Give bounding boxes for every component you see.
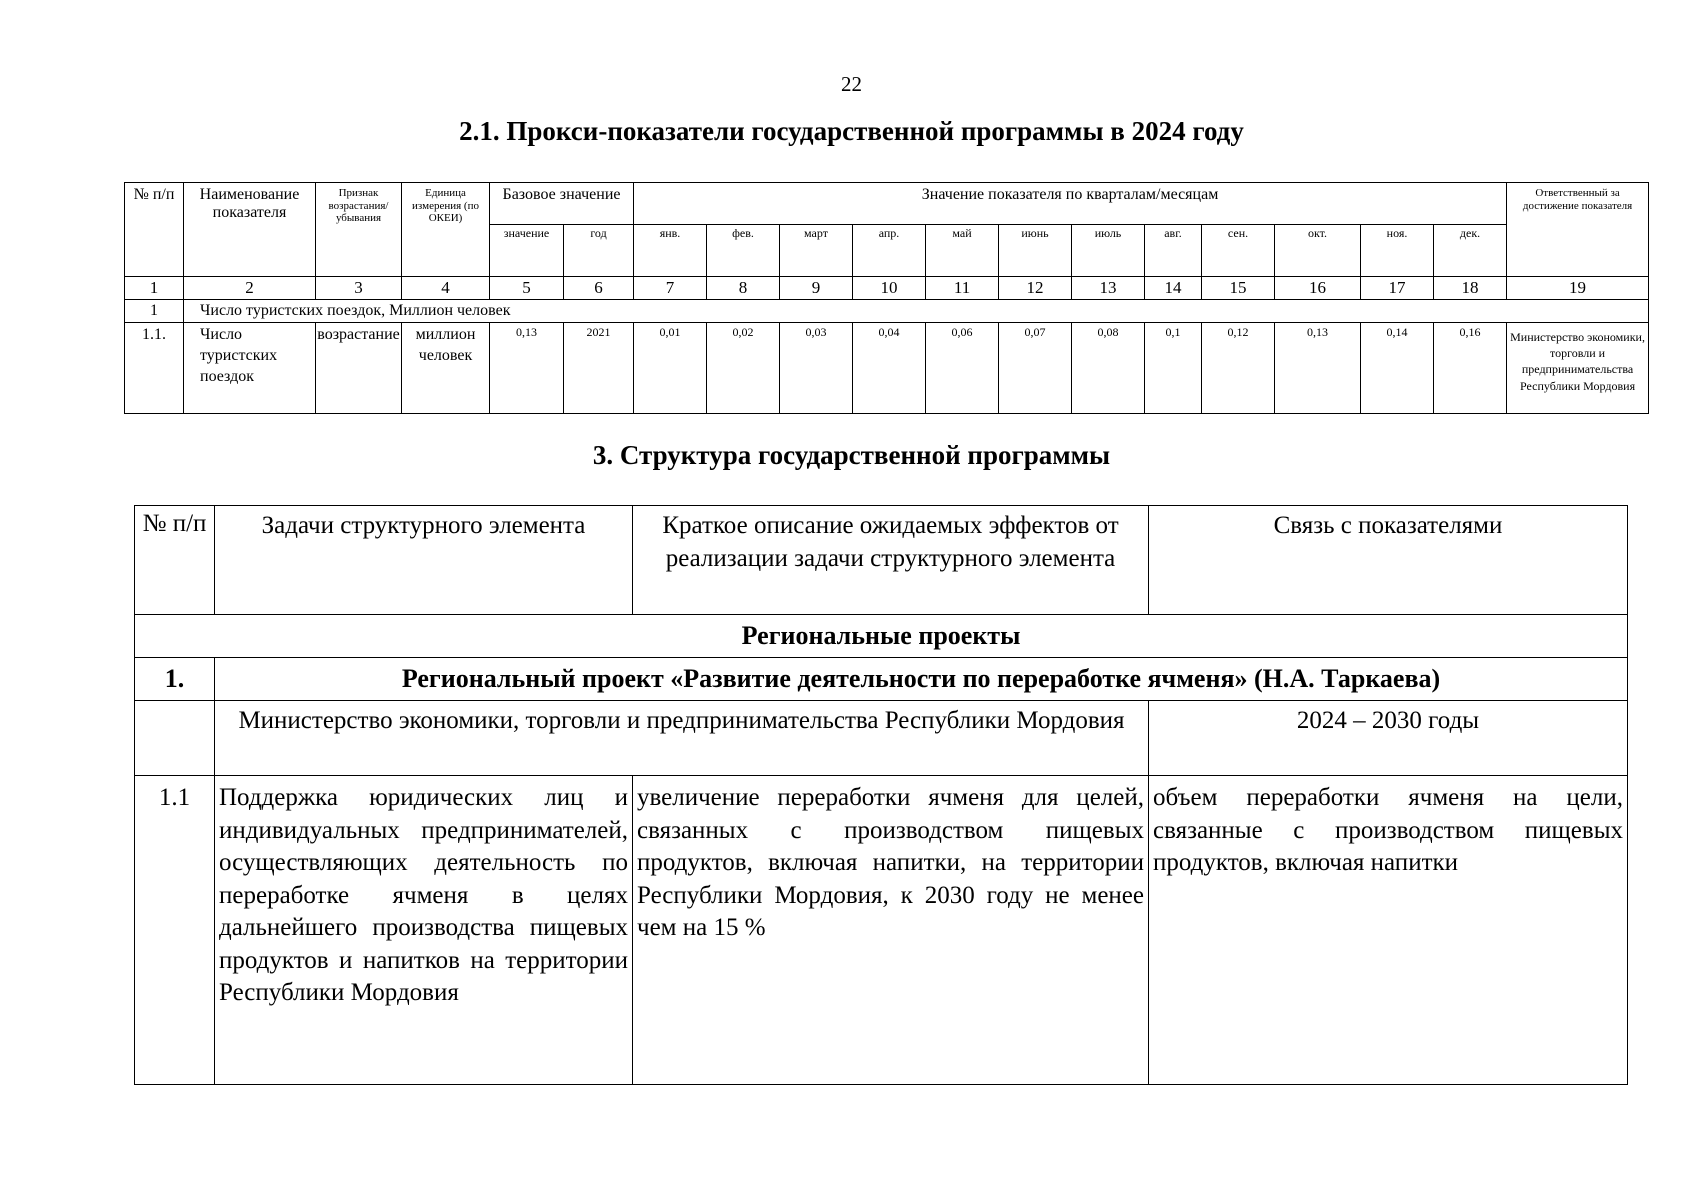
row-trend: возрастание	[316, 323, 402, 414]
column-number: 3	[316, 277, 402, 300]
column-number: 6	[564, 277, 634, 300]
column-number: 8	[707, 277, 780, 300]
project-num: 1.	[135, 658, 215, 701]
header-month: сен.	[1202, 225, 1275, 277]
header-month: июль	[1072, 225, 1145, 277]
header-month: янв.	[634, 225, 707, 277]
column-number: 5	[490, 277, 564, 300]
column-number: 1	[125, 277, 184, 300]
column-number: 11	[926, 277, 999, 300]
row-month-value: 0,1	[1145, 323, 1202, 414]
header-base: Базовое значение	[490, 183, 634, 225]
header-effects: Краткое описание ожидаемых эффектов от реализации задачи структурного элемента	[633, 506, 1149, 615]
column-number: 2	[184, 277, 316, 300]
row-unit: миллион человек	[402, 323, 490, 414]
header-month: июнь	[999, 225, 1072, 277]
header-name: Наименование показателя	[184, 183, 316, 277]
column-number: 16	[1275, 277, 1361, 300]
column-number: 12	[999, 277, 1072, 300]
project-department: Министерство экономики, торговли и предпринимательства Республики Мордовия	[215, 701, 1149, 776]
header-month: апр.	[853, 225, 926, 277]
header-month: авг.	[1145, 225, 1202, 277]
header-month: ноя.	[1361, 225, 1434, 277]
section-label: Число туристских поездок, Миллион человек	[184, 300, 1649, 323]
header-month: май	[926, 225, 999, 277]
task-description: Поддержка юридических лиц и индивидуальных предпринимателей, осуществляющих деятельность по переработке ячменя в целях дальнейшего производства пищевых продуктов и напитков на территории Республики Мордовия	[215, 776, 633, 1085]
column-number: 19	[1507, 277, 1649, 300]
row-month-value: 0,12	[1202, 323, 1275, 414]
header-month: окт.	[1275, 225, 1361, 277]
empty-cell	[135, 701, 215, 776]
header-month: март	[780, 225, 853, 277]
table-row	[125, 323, 1649, 414]
header-trend: Признак возрастания/ убывания	[316, 183, 402, 277]
header-link: Связь с показателями	[1149, 506, 1628, 615]
project-period: 2024 – 2030 годы	[1149, 701, 1628, 776]
row-month-value: 0,08	[1072, 323, 1145, 414]
proxy-indicators-table	[124, 182, 1649, 414]
row-month-value: 0,16	[1434, 323, 1507, 414]
column-number: 18	[1434, 277, 1507, 300]
section-num: 1	[125, 300, 184, 323]
task-num: 1.1	[135, 776, 215, 1085]
task-indicator: объем переработки ячменя на цели, связанные с производством пищевых продуктов, включая напитки	[1149, 776, 1628, 1085]
row-month-value: 0,06	[926, 323, 999, 414]
column-numbers-row	[125, 277, 1649, 300]
header-month: дек.	[1434, 225, 1507, 277]
row-month-value: 0,13	[1275, 323, 1361, 414]
task-effect: увеличение переработки ячменя для целей, связанных с производством пищевых продуктов, включая напитки, на территории Республики Мордовия, к 2030 году не менее чем на 15 %	[633, 776, 1149, 1085]
column-number: 15	[1202, 277, 1275, 300]
column-number: 13	[1072, 277, 1145, 300]
row-month-value: 0,07	[999, 323, 1072, 414]
program-structure-table	[134, 505, 1628, 1085]
header-base-year: год	[564, 225, 634, 277]
row-month-value: 0,02	[707, 323, 780, 414]
column-number: 17	[1361, 277, 1434, 300]
section-row	[125, 300, 1649, 323]
row-month-value: 0,14	[1361, 323, 1434, 414]
section-3-title: 3. Структура государственной программы	[592, 440, 1111, 470]
row-month-value: 0,03	[780, 323, 853, 414]
header-num: № п/п	[135, 506, 215, 615]
row-base-value: 0,13	[490, 323, 564, 414]
header-values-by-period: Значение показателя по кварталам/месяцам	[634, 183, 1507, 225]
header-responsible: Ответственный за достижение показателя	[1507, 183, 1649, 277]
row-name: Число туристских поездок	[184, 323, 316, 414]
section-2-1-title: 2.1. Прокси-показатели государственной программы в 2024 году	[459, 116, 1244, 146]
row-month-value: 0,01	[634, 323, 707, 414]
header-tasks: Задачи структурного элемента	[215, 506, 633, 615]
column-number: 7	[634, 277, 707, 300]
column-number: 9	[780, 277, 853, 300]
column-number: 10	[853, 277, 926, 300]
row-base-year: 2021	[564, 323, 634, 414]
column-number: 4	[402, 277, 490, 300]
header-base-value: значение	[490, 225, 564, 277]
page-number: 22	[841, 72, 862, 96]
row-month-value: 0,04	[853, 323, 926, 414]
table-row	[135, 776, 1628, 1085]
project-title: Региональный проект «Развитие деятельности по переработке ячменя» (Н.А. Таркаева)	[215, 658, 1628, 701]
row-responsible: Министерство экономики, торговли и предпринимательства Республики Мордовия	[1507, 323, 1649, 414]
header-num: № п/п	[125, 183, 184, 277]
section-label: Региональные проекты	[135, 615, 1628, 658]
row-num: 1.1.	[125, 323, 184, 414]
column-number: 14	[1145, 277, 1202, 300]
header-unit: Единица измерения (по ОКЕИ)	[402, 183, 490, 277]
header-month: фев.	[707, 225, 780, 277]
